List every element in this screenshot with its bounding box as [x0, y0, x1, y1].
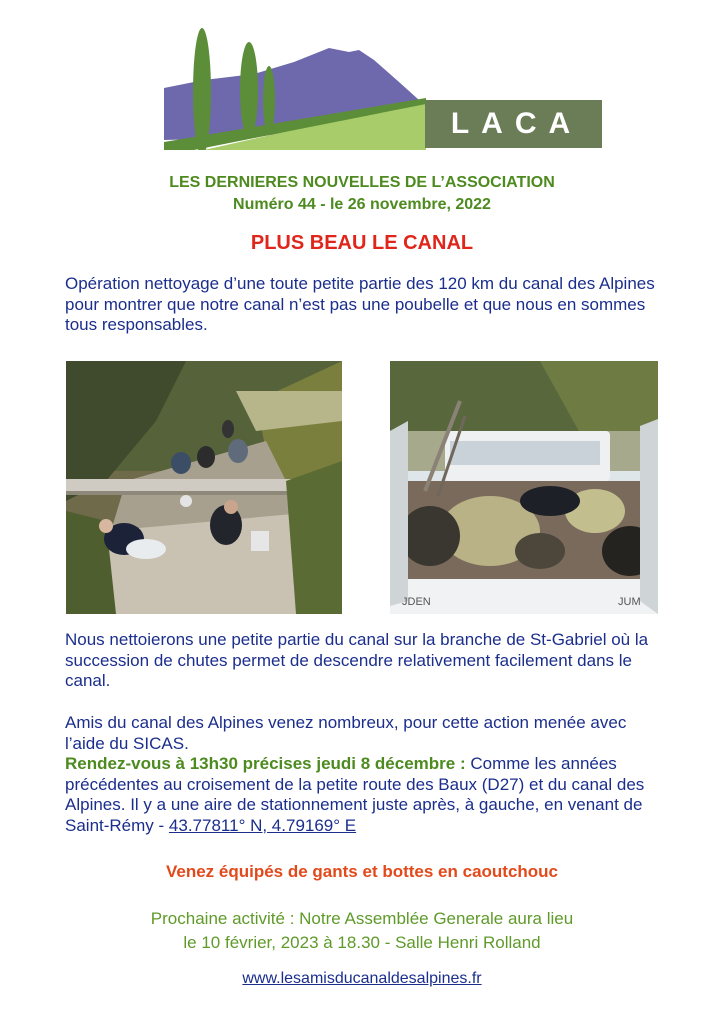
logo-text: LACA — [450, 107, 583, 140]
plan-paragraph: Nous nettoierons une petite partie du canal sur la branche de St-Gabriel où la succession de chutes permet de descendre relativement facilement dans le canal. — [65, 630, 649, 690]
article-title: PLUS BEAU LE CANAL — [250, 232, 474, 254]
invitation-paragraph — [65, 713, 665, 836]
newsletter-header — [0, 172, 724, 216]
website-footer — [0, 970, 724, 988]
svg-text:JDEN: JDEN — [402, 596, 431, 608]
gps-coordinates-link[interactable]: 43.77811° N, 4.79169° E — [168, 815, 357, 835]
next-activity — [0, 907, 724, 955]
volunteers-cleaning-canal-photo — [66, 361, 342, 614]
svg-text:JUM: JUM — [618, 596, 641, 608]
next-activity-line-1: Prochaine activité : Notre Assemblée Generale aura lieu — [150, 909, 574, 928]
intro-paragraph: Opération nettoyage d’une toute petite partie des 120 km du canal des Alpines pour montrer que notre canal n’est pas une poubelle et que nous en sommes tous responsables. — [65, 274, 655, 334]
rendezvous-time: Rendez-vous à 13h30 précises jeudi 8 décembre : — [65, 754, 466, 773]
pickup-truck-with-trash-bags-photo — [390, 361, 658, 614]
invitation-text: Amis du canal des Alpines venez nombreux, pour cette action menée avec l’aide du SICAS. — [65, 713, 627, 753]
header-line-2: Numéro 44 - le 26 novembre, 2022 — [233, 196, 491, 213]
rendezvous-text — [65, 754, 665, 836]
laca-logo — [164, 22, 604, 150]
header-line-1: LES DERNIERES NOUVELLES DE L’ASSOCIATION — [169, 174, 555, 191]
website-link[interactable]: www.lesamisducanaldesalpines.fr — [242, 970, 482, 987]
next-activity-line-2: le 10 février, 2023 à 18.30 - Salle Henri Rolland — [183, 933, 541, 952]
rendezvous-details: Comme les années précédentes au croisement de la petite route des Baux (D27) et du canal des Alpines. Il y a une aire de stationnement juste après, à gauche, en venant de Saint-Rémy - — [65, 754, 645, 835]
equipment-notice: Venez équipés de gants et bottes en caoutchouc — [165, 862, 559, 881]
